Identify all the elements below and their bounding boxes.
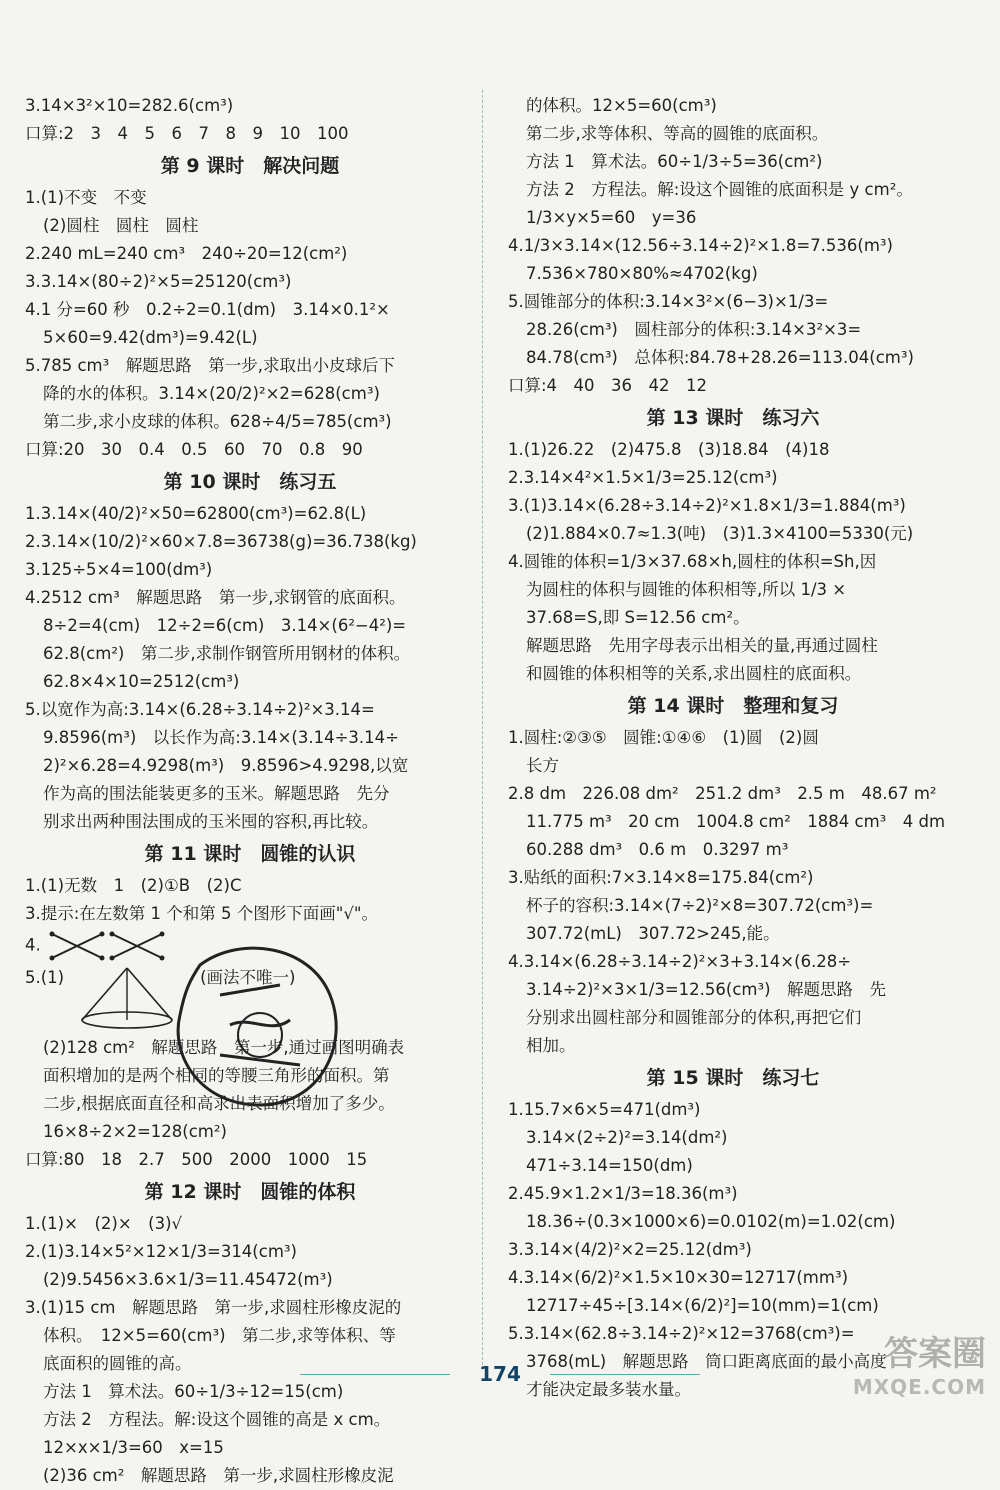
answer-item: 口算:4 40 36 42 12: [508, 376, 708, 395]
answer-item: 口算:2 3 4 5 6 7 8 9 10 100: [25, 124, 349, 143]
answer-line: 18.36÷(0.3×1000×6)=0.0102(m)=1.02(cm): [526, 1212, 896, 1231]
answer-line: 3.14÷2)²×3×1/3=12.56(cm³) 解题思路 先: [526, 980, 887, 999]
answer-line: 62.8(cm²) 第二步,求制作钢管所用钢材的体积。: [43, 644, 411, 663]
answer-line: 12×x×1/3=60 x=15: [43, 1438, 224, 1457]
section-heading: 第 9 课时 解决问题: [160, 155, 340, 177]
answer-item: 1.(1)不变 不变: [25, 188, 147, 207]
answer-line: 37.68=S,即 S=12.56 cm²。: [526, 608, 750, 627]
answer-item: 1.15.7×6×5=471(dm³): [508, 1100, 701, 1119]
answer-item: 3.125÷5×4=100(dm³): [25, 560, 213, 579]
answer-line: 16×8÷2×2=128(cm²): [43, 1122, 227, 1141]
answer-item: 口算:80 18 2.7 500 2000 1000 15: [25, 1150, 368, 1169]
cross-lines-icon: [47, 928, 167, 964]
answer-line: 别求出两种围法围成的玉米囤的容积,再比较。: [43, 812, 379, 831]
answer-item: 3.提示:在左数第 1 个和第 5 个图形下面画"√"。: [25, 904, 378, 923]
answer-item: 2.45.9×1.2×1/3=18.36(m³): [508, 1184, 738, 1203]
answer-item: 口算:20 30 0.4 0.5 60 70 0.8 90: [25, 440, 363, 459]
answer-item: 4.3.14×(6/2)²×1.5×10×30=12717(mm³): [508, 1268, 849, 1287]
answer-line: 分别求出圆柱部分和圆锥部分的体积,再把它们: [526, 1008, 862, 1027]
answer-item: 3.(1)3.14×(6.28÷3.14÷2)²×1.8×1/3=1.884(m³): [508, 496, 906, 515]
figure-note: (画法不唯一): [200, 968, 296, 987]
item-number: 4.: [25, 935, 41, 955]
answer-item: 3.14×3²×10=282.6(cm³): [25, 96, 234, 115]
answer-line: 8÷2=4(cm) 12÷2=6(cm) 3.14×(6²−4²)=: [43, 616, 407, 635]
answer-item: 1.(1)× (2)× (3)√: [25, 1214, 183, 1233]
answer-line: 和圆锥的体积相等的关系,求出圆柱的底面积。: [526, 664, 862, 683]
answer-item: 4.2512 cm³ 解题思路 第一步,求钢管的底面积。: [25, 588, 406, 607]
answer-line: (2)36 cm² 解题思路 第一步,求圆柱形橡皮泥: [43, 1466, 394, 1485]
watermark-logo-text: 答案圈: [884, 1334, 986, 1374]
answer-line: 307.72(mL) 307.72>245,能。: [526, 924, 780, 943]
page-number-rule-right: [550, 1374, 700, 1375]
answer-line: 第二步,求小皮球的体积。628÷4/5=785(cm³): [43, 412, 392, 431]
answer-line: 体积。 12×5=60(cm³) 第二步,求等体积、等: [43, 1326, 396, 1345]
answer-item: 3.3.14×(4/2)²×2=25.12(dm³): [508, 1240, 752, 1259]
answer-item: 4.1 分=60 秒 0.2÷2=0.1(dm) 3.14×0.1²×: [25, 300, 390, 319]
section-heading: 第 14 课时 整理和复习: [627, 695, 839, 717]
section-heading: 第 11 课时 圆锥的认识: [144, 843, 356, 865]
column-divider: [482, 90, 483, 1365]
answer-line: 第二步,求等体积、等高的圆锥的底面积。: [526, 124, 829, 143]
answer-item: 2.3.14×(10/2)²×60×7.8=36738(g)=36.738(kg): [25, 532, 417, 551]
right-column: [508, 92, 958, 1404]
section-heading: 第 10 课时 练习五: [163, 471, 337, 493]
answer-item: 1.(1)26.22 (2)475.8 (3)18.84 (4)18: [508, 440, 830, 459]
answer-item: 2.(1)3.14×5²×12×1/3=314(cm³): [25, 1242, 297, 1261]
answer-item: 1.(1)无数 1 (2)①B (2)C: [25, 876, 242, 895]
answer-line: 3.14×(2÷2)²=3.14(dm²): [526, 1128, 728, 1147]
answer-line: 为圆柱的体积与圆锥的体积相等,所以 1/3 ×: [526, 580, 847, 599]
answer-line: 9.8596(m³) 以长作为高:3.14×(3.14÷3.14÷: [43, 728, 399, 747]
section-heading: 第 13 课时 练习六: [646, 407, 820, 429]
answer-line: 84.78(cm³) 总体积:84.78+28.26=113.04(cm³): [526, 348, 914, 367]
answer-item: 4.圆锥的体积=1/3×37.68×h,圆柱的体积=Sh,因: [508, 552, 877, 571]
answer-line: (2)9.5456×3.6×1/3=11.45472(m³): [43, 1270, 333, 1289]
answer-item: 4.1/3×3.14×(12.56÷3.14÷2)²×1.8=7.536(m³): [508, 236, 893, 255]
answer-line: 1/3×y×5=60 y=36: [526, 208, 697, 227]
answer-item: 5.3.14×(62.8÷3.14÷2)²×12=3768(cm³)=: [508, 1324, 855, 1343]
answer-line: 方法 2 方程法。解:设这个圆锥的高是 x cm。: [43, 1410, 391, 1429]
answer-item: 5.圆锥部分的体积:3.14×3²×(6−3)×1/3=: [508, 292, 829, 311]
answer-line: 方法 1 算术法。60÷1/3÷12=15(cm): [43, 1382, 344, 1401]
page-number: 174: [479, 1362, 521, 1386]
answer-item: 2.3.14×4²×1.5×1/3=25.12(cm³): [508, 468, 778, 487]
answer-line: 60.288 dm³ 0.6 m 0.3297 m³: [526, 840, 789, 859]
answer-line: 12717÷45÷[3.14×(6/2)²]=10(mm)=1(cm): [526, 1296, 879, 1315]
answer-line: 3768(mL) 解题思路 筒口距离底面的最小高度: [526, 1352, 887, 1371]
answer-item: 3.3.14×(80÷2)²×5=25120(cm³): [25, 272, 292, 291]
answer-line: (2)128 cm² 解题思路 第一步,通过画图明确表: [43, 1038, 405, 1057]
answer-item: 1.圆柱:②③⑤ 圆锥:①④⑥ (1)圆 (2)圆: [508, 728, 819, 747]
answer-item: 1.3.14×(40/2)²×50=62800(cm³)=62.8(L): [25, 504, 367, 523]
page-number-rule-left: [300, 1374, 450, 1375]
answer-line: 才能决定最多装水量。: [526, 1380, 691, 1399]
answer-line: 28.26(cm³) 圆柱部分的体积:3.14×3²×3=: [526, 320, 862, 339]
answer-line: 方法 1 算术法。60÷1/3÷5=36(cm²): [526, 152, 823, 171]
answer-item: 3.贴纸的面积:7×3.14×8=175.84(cm²): [508, 868, 814, 887]
answer-line: 长方: [526, 756, 559, 775]
answer-item: 5.以宽作为高:3.14×(6.28÷3.14÷2)²×3.14=: [25, 700, 375, 719]
answer-line: 方法 2 方程法。解:设这个圆锥的底面积是 y cm²。: [526, 180, 913, 199]
answer-line: 作为高的围法能装更多的玉米。解题思路 先分: [43, 784, 390, 803]
answer-line: 降的水的体积。3.14×(20/2)²×2=628(cm³): [43, 384, 380, 403]
answer-line: 的体积。12×5=60(cm³): [526, 96, 717, 115]
answer-line: (2)圆柱 圆柱 圆柱: [43, 216, 199, 235]
item-number: 5.(1): [25, 968, 65, 987]
answer-line: 7.536×780×80%≈4702(kg): [526, 264, 758, 283]
answer-item: 2.240 mL=240 cm³ 240÷20=12(cm²): [25, 244, 348, 263]
answer-line: (2)1.884×0.7≈1.3(吨) (3)1.3×4100=5330(元): [526, 524, 914, 543]
answer-line: 相加。: [526, 1036, 576, 1055]
watermark: [853, 1326, 986, 1399]
section-heading: 第 15 课时 练习七: [646, 1067, 820, 1089]
watermark-url: MXQE.COM: [852, 1375, 986, 1399]
answer-line: 11.775 m³ 20 cm 1004.8 cm² 1884 cm³ 4 dm: [526, 812, 946, 831]
section-heading: 第 12 课时 圆锥的体积: [144, 1181, 356, 1203]
answer-item: 4.3.14×(6.28÷3.14÷2)²×3+3.14×(6.28÷: [508, 952, 852, 971]
answer-item: 2.8 dm 226.08 dm² 251.2 dm³ 2.5 m 48.67 m²: [508, 784, 937, 803]
answer-line: 二步,根据底面直径和高求出表面积增加了多少。: [43, 1094, 395, 1113]
answer-line: 解题思路 先用字母表示出相关的量,再通过圆柱: [526, 636, 878, 655]
answer-line: 面积增加的是两个相同的等腰三角形的面积。第: [43, 1066, 390, 1085]
answer-line: 62.8×4×10=2512(cm³): [43, 672, 240, 691]
left-column: [25, 92, 475, 1490]
answer-line: 底面积的圆锥的高。: [43, 1354, 192, 1373]
answer-line: 2)²×6.28=4.9298(m³) 9.8596>4.9298,以宽: [43, 756, 409, 775]
answer-item: 5.785 cm³ 解题思路 第一步,求取出小皮球后下: [25, 356, 395, 375]
handwritten-stamp: [160, 925, 360, 1125]
answer-line: 471÷3.14=150(dm): [526, 1156, 693, 1175]
answer-item: 3.(1)15 cm 解题思路 第一步,求圆柱形橡皮泥的: [25, 1298, 402, 1317]
answer-line: 5×60=9.42(dm³)=9.42(L): [43, 328, 258, 347]
answer-line: 杯子的容积:3.14×(7÷2)²×8=307.72(cm³)=: [526, 896, 874, 915]
